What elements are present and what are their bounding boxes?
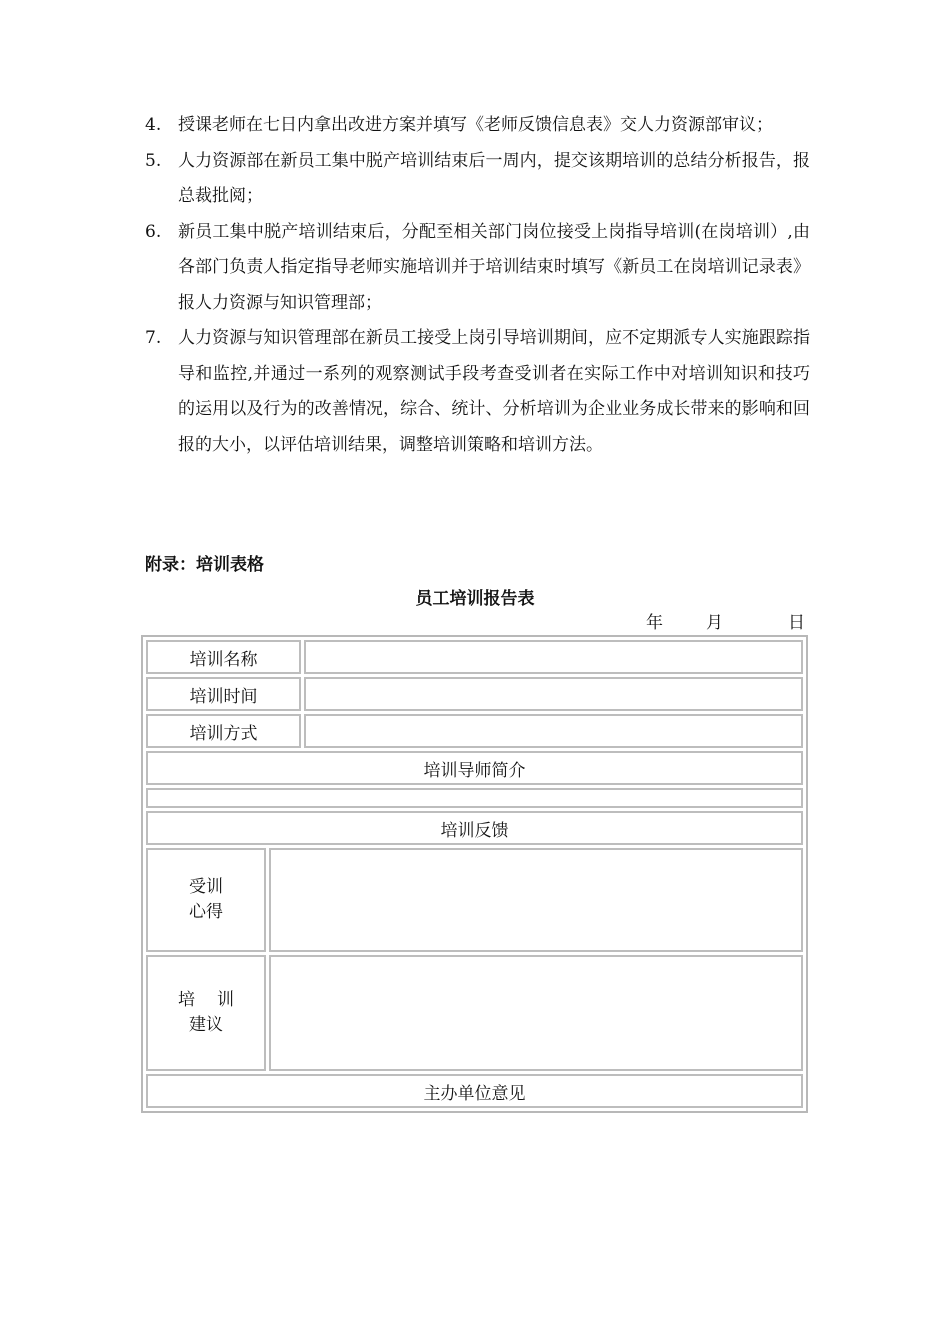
mentor-intro-field[interactable] (146, 788, 803, 808)
date-year-label: 年 (646, 613, 663, 633)
item-text: 新员工集中脱产培训结束后，分配至相关部门岗位接受上岗指导培训(在岗培训）,由各部门负责人指定指导老师实施培训并于培训结束时填写《新员工在岗培训记录表》报人力资源与知识管理部； (178, 221, 810, 313)
procedure-list (145, 108, 810, 463)
training-method-field[interactable] (304, 714, 803, 748)
experience-field[interactable] (269, 848, 803, 952)
item-number: 7. (145, 328, 162, 348)
experience-label: 受训 心得 (146, 848, 266, 952)
suggestion-label: 培 训 建议 (146, 955, 266, 1071)
training-method-label: 培训方式 (146, 714, 301, 748)
training-time-field[interactable] (304, 677, 803, 711)
date-day-label: 日 (788, 613, 805, 633)
list-item (145, 108, 810, 144)
list-item (145, 144, 810, 215)
item-text: 人力资源部在新员工集中脱产培训结束后一周内，提交该期培训的总结分析报告，报总裁批阅； (178, 150, 810, 206)
list-item (145, 321, 810, 463)
item-text: 授课老师在七日内拿出改进方案并填写《老师反馈信息表》交人力资源部审议； (178, 115, 773, 135)
training-report-form (141, 635, 808, 1113)
training-time-label: 培训时间 (146, 677, 301, 711)
training-name-field[interactable] (304, 640, 803, 674)
date-line (640, 610, 810, 636)
item-number: 5. (145, 150, 162, 171)
suggestion-field[interactable] (269, 955, 803, 1071)
form-title: 员工培训报告表 (415, 589, 535, 609)
item-number: 6. (145, 221, 162, 242)
mentor-intro-header: 培训导师简介 (146, 751, 803, 785)
feedback-header: 培训反馈 (146, 811, 803, 845)
item-number: 4. (145, 115, 162, 135)
organizer-opinion-header: 主办单位意见 (146, 1074, 803, 1108)
list-item (145, 215, 810, 322)
appendix-heading: 附录：培训表格 (145, 555, 264, 575)
date-month-label: 月 (706, 613, 723, 633)
item-text: 人力资源与知识管理部在新员工接受上岗引导培训期间，应不定期派专人实施跟踪指导和监控,并通过一系列的观察测试手段考查受训者在实际工作中对培训知识和技巧的运用以及行为的改善情况，综合、统计、分析培训为企业业务成长带来的影响和回报的大小，以评估培训结果，调整培训策略和培训方法。 (178, 328, 810, 455)
training-name-label: 培训名称 (146, 640, 301, 674)
